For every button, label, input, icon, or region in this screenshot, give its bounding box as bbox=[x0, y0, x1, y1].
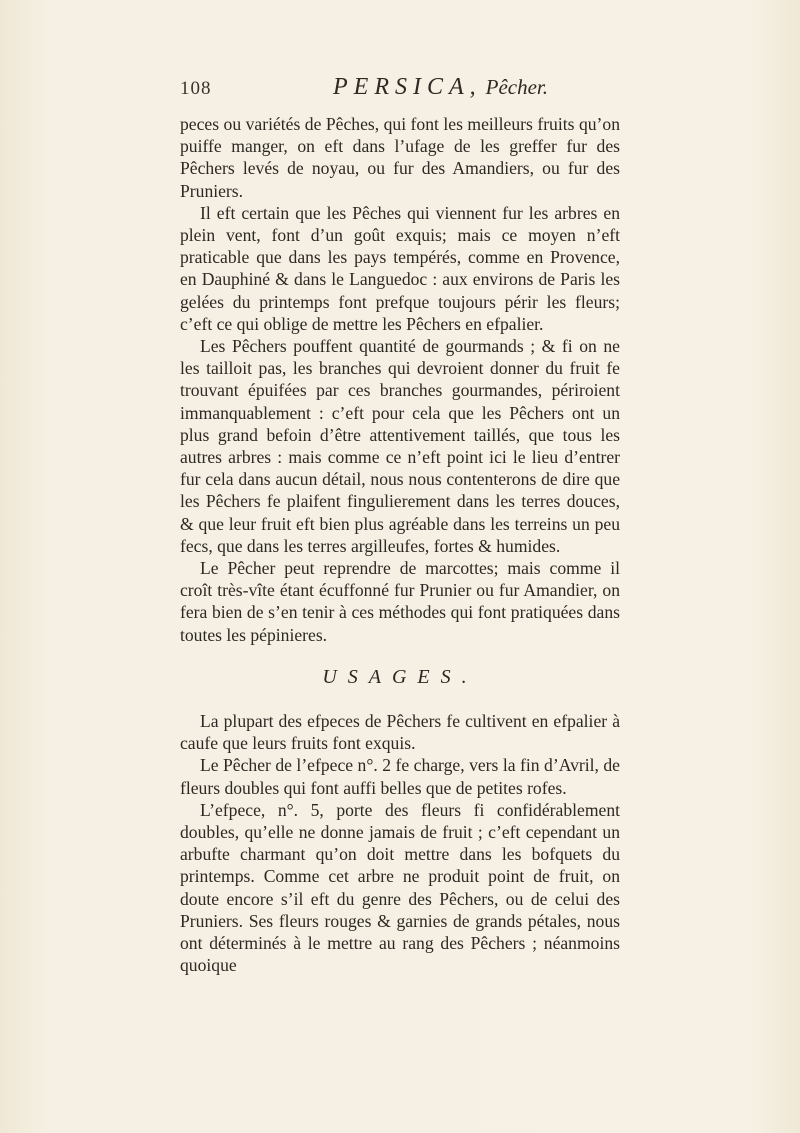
paragraph-continuation: peces ou variétés de Pêches, qui font les meilleurs fruits qu’on puiffe manger, on eft dans l’ufage de les greffer fur des Pêchers levés de noyau, ou fur des Amandiers, ou fur des Pruniers. bbox=[180, 114, 620, 201]
running-title bbox=[333, 74, 548, 101]
body-text-top bbox=[180, 113, 620, 646]
paragraph: Le Pêcher de l’efpece n°. 2 fe charge, vers la fin d’Avril, de fleurs doubles qui font auffi belles que de petites rofes. bbox=[180, 755, 620, 798]
paragraph: Les Pêchers pouffent quantité de gourmands ; & fi on ne les tailloit pas, les branches qui devroient donner du fruit fe trouvant épuifées par ces branches gourmandes, périroient immanquablement : c’eft pour cela que les Pêchers ont un plus grand befoin d’être attentivement taillés, que tous les autres arbres : mais comme ce n’eft point ici le lieu d’entrer fur cela dans aucun détail, nous nous contenterons de dire que les Pêchers fe plaifent fingulierement dans les terres douces, & que leur fruit eft bien plus agréable dans les terreins un peu fecs, que dans les terres argilleufes, fortes & humides. bbox=[180, 336, 620, 556]
running-title-subtitle: Pêcher. bbox=[485, 75, 549, 99]
paragraph: La plupart des efpeces de Pêchers fe cultivent en efpalier à caufe que leurs fruits font exquis. bbox=[180, 711, 620, 754]
page-header bbox=[180, 74, 620, 108]
section-heading-usages: USAGES. bbox=[322, 666, 478, 688]
page-number: 108 bbox=[180, 78, 212, 99]
paragraph: L’efpece, n°. 5, porte des fleurs fi confidérablement doubles, qu’elle ne donne jamais de fruit ; c’eft cependant un arbufte charmant qu’on doit mettre dans les bofquets du printemps. Comme cet arbre ne produit point de fruit, on doute encore s’il eft du genre des Pêchers, ou de celui des Pruniers. Ses fleurs rouges & garnies de grands pétales, nous ont déterminés à le mettre au rang des Pêchers ; néanmoins quoique bbox=[180, 799, 620, 976]
body-text-bottom bbox=[180, 710, 620, 976]
paragraph: Il eft certain que les Pêches qui viennent fur les arbres en plein vent, font d’un goût exquis; mais ce moyen n’eft praticable que dans les pays tempérés, comme en Provence, en Dauphiné & dans le Languedoc : aux environs de Paris les gelées du printemps font prefque toujours périr les fleurs; c’eft ce qui oblige de mettre les Pêchers en efpalier. bbox=[180, 202, 620, 334]
paragraph: Le Pêcher peut reprendre de marcottes; mais comme il croît très-vîte étant écuffonné fur Prunier ou fur Amandier, on fera bien de s’en tenir à ces méthodes qui font pratiquées dans toutes les pépinieres. bbox=[180, 558, 620, 645]
running-title-main: PERSICA, bbox=[333, 74, 482, 100]
